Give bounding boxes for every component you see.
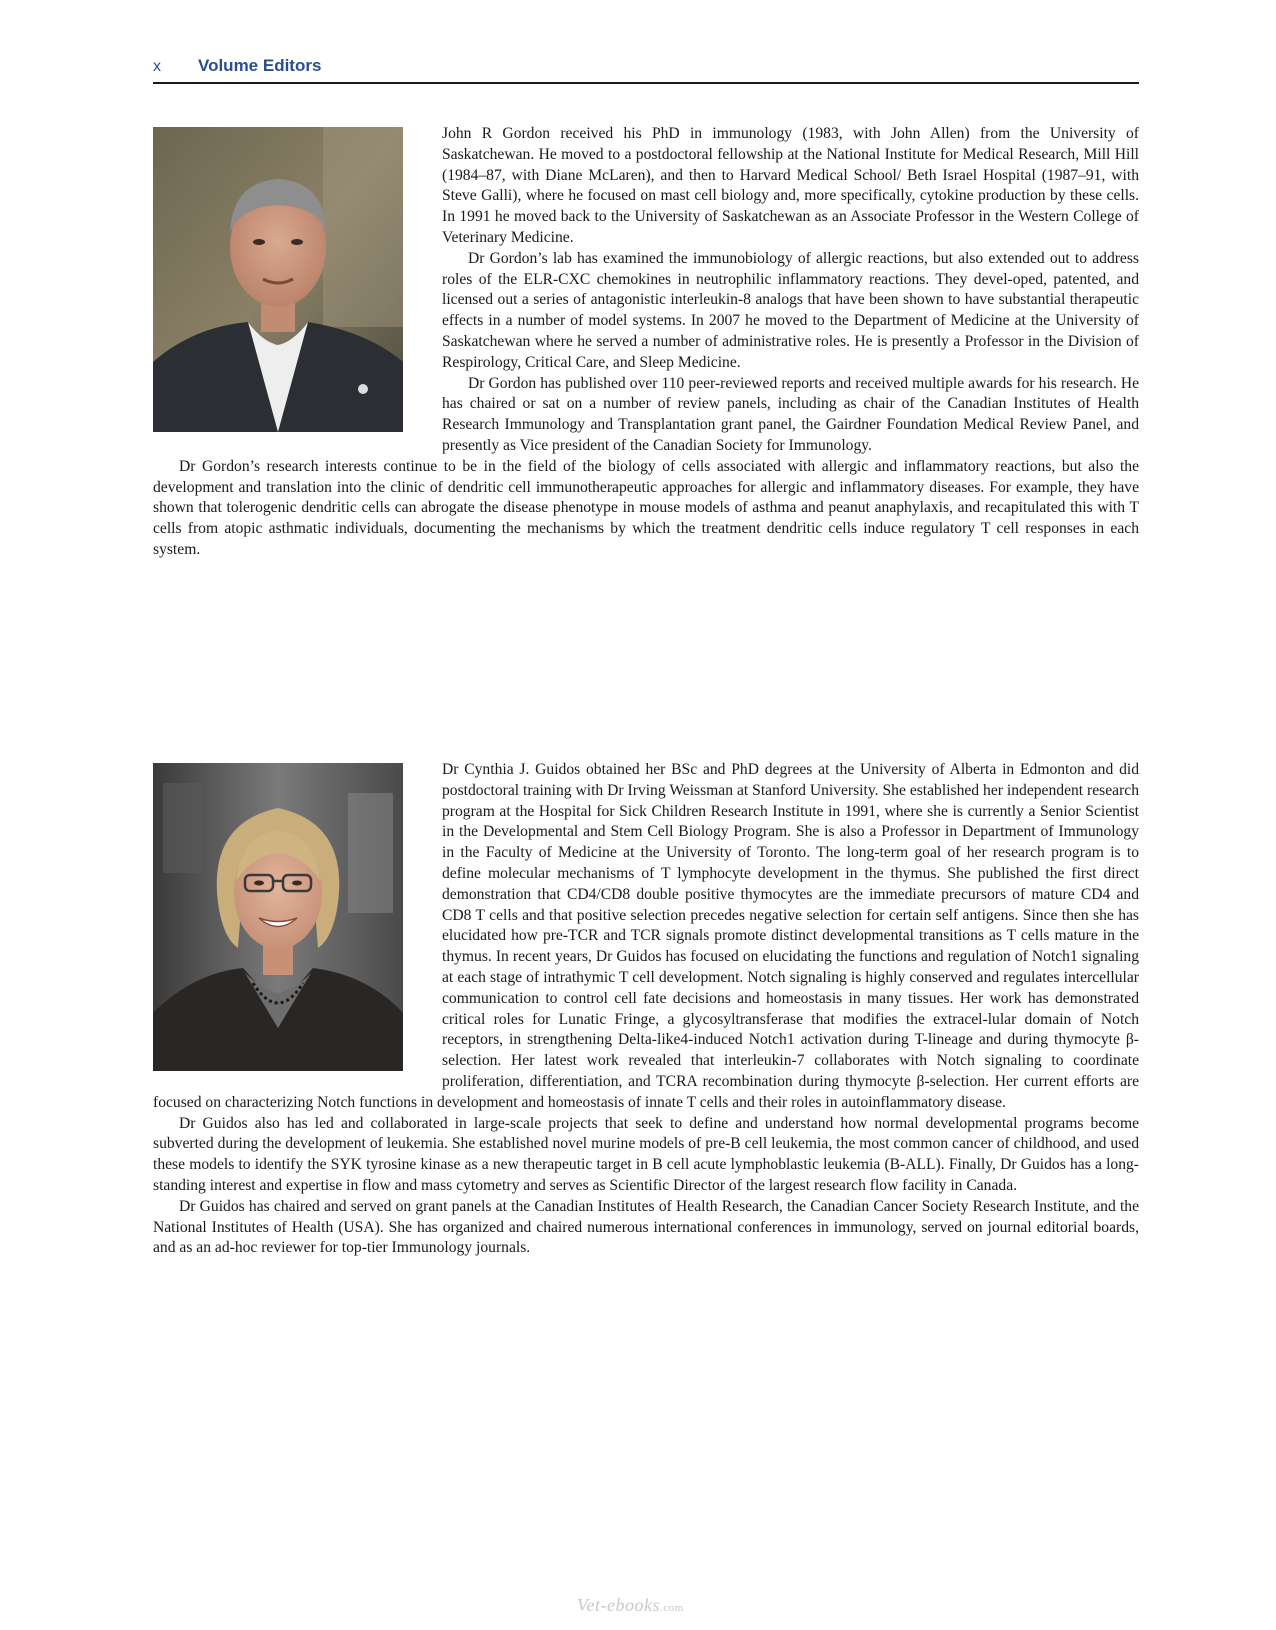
bio-paragraph: Dr Guidos has chaired and served on grant panels at the Canadian Institutes of Health Research, the Canadian Cancer Society Research Institute, and the National Institutes of Health (USA). She has organized and chaired numerous international conferences in immunology, served on journal editorial boards, and as an ad-hoc reviewer for top-tier Immunology journals.: [153, 1197, 1139, 1257]
watermark-text: Vet-ebooks: [577, 1595, 660, 1615]
editor-bio-guidos: [153, 760, 1139, 1259]
bio-paragraph: Dr Gordon’s research interests continue to be in the field of the biology of cells associated with allergic and inflammatory reactions, but also the development and translation into the clinic of dendritic cell immunotherapeutic approaches for allergic and inflammatory diseases. For example, they have shown that tolerogenic dendritic cells can abrogate the disease phenotype in mouse models of asthma and peanut anaphylaxis, and recapitulated this with T cells from atopic asthmatic individuals, documenting the mechanisms by which the treatment dendritic cells induce regulatory T cell responses in each system.: [153, 457, 1139, 558]
editor-bio-gordon: [153, 124, 1139, 561]
section-title: Volume Editors: [198, 56, 322, 75]
bio-paragraph: Dr Guidos also has led and collaborated in large-scale projects that seek to define and understand how normal developmental programs become subverted during the development of leukemia. She established novel murine models of pre-B cell leukemia, the most common cancer of childhood, and used these models to identify the SYK tyrosine kinase as a new therapeutic target in B cell acute lymphoblastic leukemia (B-ALL). Finally, Dr Guidos has a long-standing interest and expertise in flow and mass cytometry and serves as Scientific Director of the largest research flow facility in Canada.: [153, 1114, 1139, 1194]
page-header: [153, 56, 1139, 84]
portrait-man-image: [153, 127, 403, 432]
page-number: x: [153, 58, 161, 75]
editor-photo-guidos: [153, 763, 403, 1071]
editor-photo-gordon: [153, 127, 403, 432]
bio-paragraph: Dr Gordon has published over 110 peer-reviewed reports and received multiple awards for his research. He has chaired or sat on a number of review panels, including as chair of the Canadian Institutes of Health Research Immunology and Transplantation grant panel, the Gairdner Foundation Medical Review Panel, and presently as Vice president of the Canadian Society for Immunology.: [442, 374, 1139, 454]
bio-paragraph: Dr Gordon’s lab has examined the immunobiology of allergic reactions, but also extended out to address roles of the ELR-CXC chemokines in neutrophilic inflammatory reactions. They devel-oped, patented, and licensed out a series of antagonistic interleukin-8 analogs that have been shown to have substantial therapeutic effects in a number of model systems. In 2007 he moved to the Department of Medicine at the University of Saskatchewan where he served a number of administrative roles. He is presently a Professor in the Division of Respirology, Critical Care, and Sleep Medicine.: [442, 249, 1139, 371]
watermark-logo: [577, 1595, 684, 1616]
bio-paragraph: Dr Cynthia J. Guidos obtained her BSc and PhD degrees at the University of Alberta in Edmonton and did postdoctoral training with Dr Irving Weissman at Stanford University. She established her independent research program at the Hospital for Sick Children Research Institute in 1991, where she is currently a Senior Scientist in the Developmental and Stem Cell Biology Program. She is also a Professor in Department of Immunology in the Faculty of Medicine at the University of Toronto. The long-term goal of her research program is to define molecular mechanisms of T lymphocyte development in the thymus. She published the first direct demonstration that CD4/CD8 double positive thymocytes are the immediate precursors of mature CD4 and CD8 T cells and that positive selection precedes negative selection for certain self antigens. Since then she has elucidated how pre-TCR and TCR signals promote distinct developmental transitions as T cells mature in the thymus. In recent years, Dr Guidos has focused on elucidating the functions and regulation of Notch1 signaling at each stage of intrathymic T cell development. Notch signaling is highly conserved and regulates intercellular communication to control cell fate decisions and homeostasis in many tissues. Her work has demonstrated critical roles for Lunatic Fringe, a glycosyltransferase that modifies the extracel-lular domain of Notch receptors, in strengthening Delta-like4-induced Notch1 activation during T-lineage and during thymocyte β-selection. Her latest work revealed that interleukin-7 collaborates with Notch signaling to coordinate proliferation, differentiation, and TCRA recombination during thymocyte β-selection. Her current efforts are focused on characterizing Notch functions in development and homeostasis of innate T cells and their roles in autoinflammatory disease.: [153, 761, 1139, 1111]
bio-paragraph: John R Gordon received his PhD in immunology (1983, with John Allen) from the University of Saskatchewan. He moved to a postdoctoral fellowship at the National Institute for Medical Research, Mill Hill (1984–87, with Diane McLaren), and then to Harvard Medical School/ Beth Israel Hospital (1987–91, with Steve Galli), where he focused on mast cell biology and, more specifically, cytokine production by these cells. In 1991 he moved back to the University of Saskatchewan as an Associate Professor in the Western College of Veterinary Medicine.: [442, 125, 1139, 246]
portrait-woman-image: [153, 763, 403, 1071]
watermark-suffix: .com: [659, 1602, 684, 1614]
